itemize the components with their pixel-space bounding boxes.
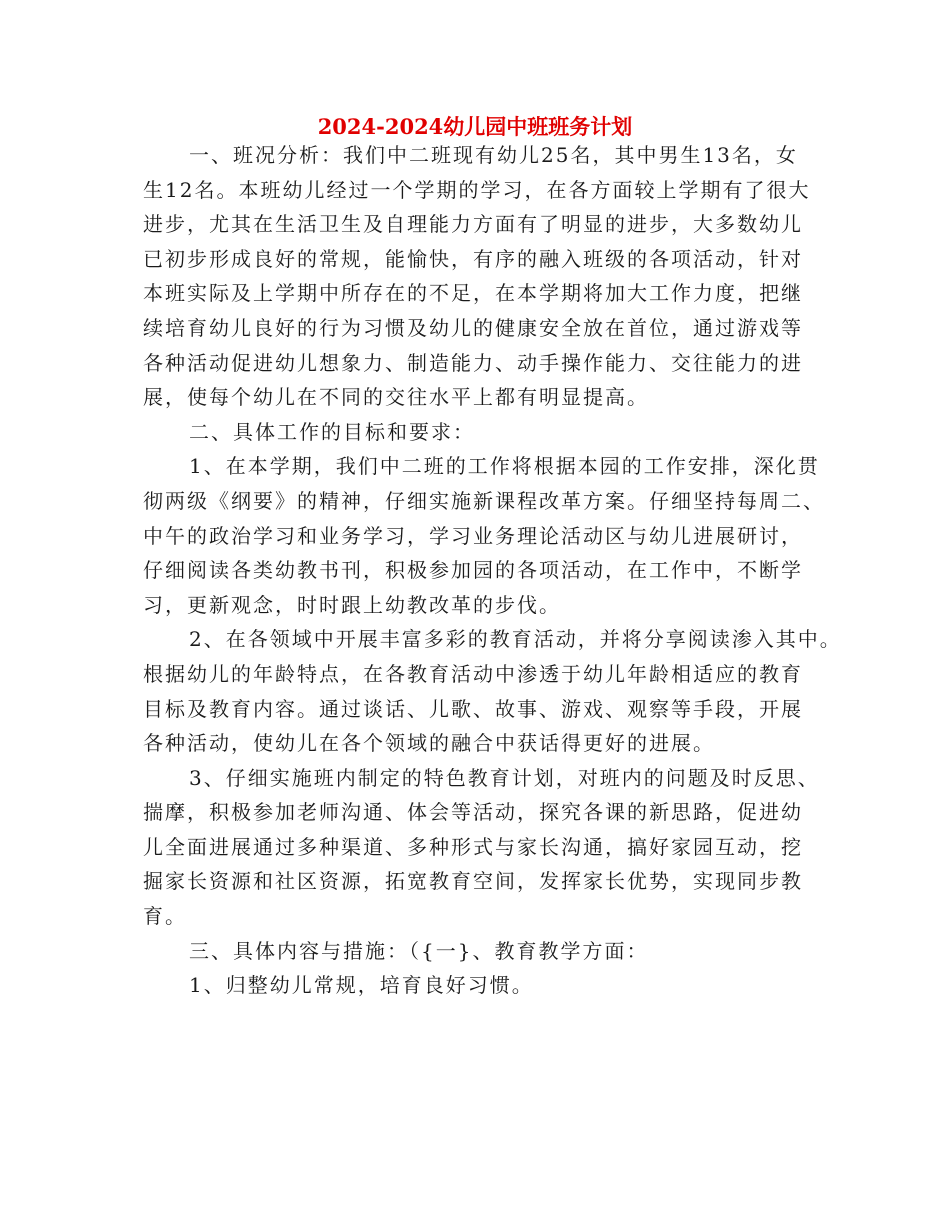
text-line: 仔细阅读各类幼教书刊，积极参加园的各项活动，在工作中，不断学 <box>143 558 803 583</box>
text-line: 育。 <box>143 904 187 929</box>
text-line: 1、在本学期，我们中二班的工作将根据本园的工作安排，深化贯 <box>189 454 820 479</box>
text-line: 生12名。本班幼儿经过一个学期的学习，在各方面较上学期有了很大 <box>143 177 811 202</box>
text-line: 习，更新观念，时时跟上幼教改革的步伐。 <box>143 592 561 617</box>
text-line: 1、归整幼儿常规，培育良好习惯。 <box>189 973 534 998</box>
text-line: 续培育幼儿良好的行为习惯及幼儿的健康安全放在首位，通过游戏等 <box>143 315 803 340</box>
text-line: 中午的政治学习和业务学习，学习业务理论活动区与幼儿进展研讨， <box>143 523 803 548</box>
text-line: 目标及教育内容。通过谈话、儿歌、故事、游戏、观察等手段，开展 <box>143 696 803 721</box>
text-line: 掘家长资源和社区资源，拓宽教育空间，发挥家长优势，实现同步教 <box>143 869 803 894</box>
text-line: 本班实际及上学期中所存在的不足，在本学期将加大工作力度，把继 <box>143 281 803 306</box>
text-line: 各种活动，使幼儿在各个领域的融合中获话得更好的进展。 <box>143 731 715 756</box>
text-line: 展，使每个幼儿在不同的交往水平上都有明显提高。 <box>143 385 649 410</box>
text-line: 揣摩，积极参加老师沟通、体会等活动，探究各课的新思路，促进幼 <box>143 800 803 825</box>
text-line: 儿全面进展通过多种渠道、多种形式与家长沟通，搞好家园互动，挖 <box>143 834 803 859</box>
text-line: 进步，尤其在生活卫生及自理能力方面有了明显的进步，大多数幼儿 <box>143 212 803 237</box>
text-line: 二、具体工作的目标和要求： <box>189 419 475 444</box>
text-line: 三、具体内容与措施：（{一}、教育教学方面： <box>189 938 649 963</box>
document-body <box>143 138 842 1003</box>
document-title: 2024-2024幼儿园中班班务计划 <box>317 114 633 139</box>
text-line: 根据幼儿的年龄特点，在各教育活动中渗透于幼儿年龄相适应的教育 <box>143 661 803 686</box>
text-line: 3、仔细实施班内制定的特色教育计划，对班内的问题及时反思、 <box>189 765 820 790</box>
text-line: 2、在各领域中开展丰富多彩的教育活动，并将分享阅读渗入其中。 <box>189 627 842 652</box>
text-line: 各种活动促进幼儿想象力、制造能力、动手操作能力、交往能力的进 <box>143 350 803 375</box>
text-line: 彻两级《纲要》的精神，仔细实施新课程改革方案。仔细坚持每周二、 <box>143 488 825 513</box>
text-line: 已初步形成良好的常规，能愉快，有序的融入班级的各项活动，针对 <box>143 246 803 271</box>
text-line: 一、班况分析：我们中二班现有幼儿25名，其中男生13名，女 <box>189 143 798 167</box>
